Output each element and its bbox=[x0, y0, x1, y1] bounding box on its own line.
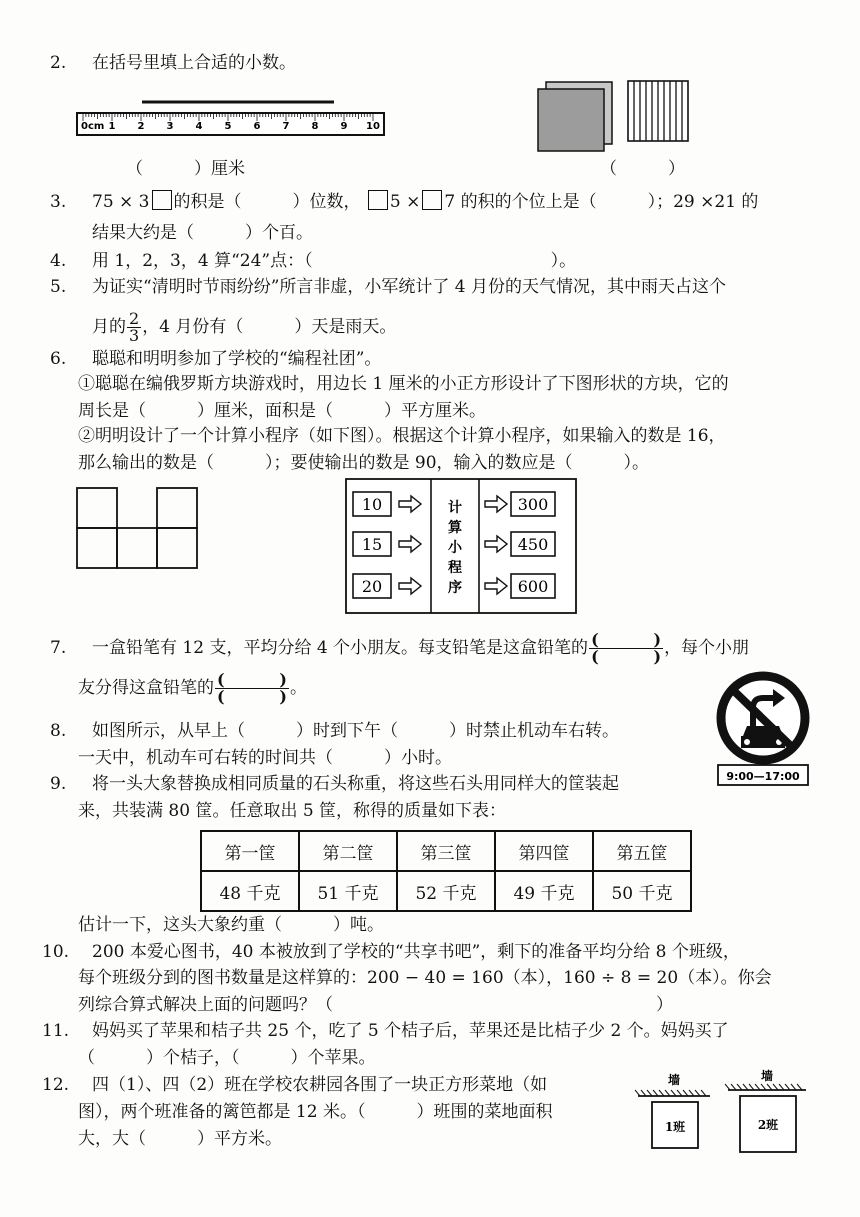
wall-label: 墙 bbox=[667, 1073, 681, 1087]
question-number: 6. bbox=[50, 349, 67, 369]
table-cell: 49 千克 bbox=[495, 871, 593, 911]
program-label-char: 序 bbox=[448, 580, 462, 596]
ruler-tick-label: 4 bbox=[195, 121, 203, 132]
question-number: 2. bbox=[50, 53, 67, 73]
table-row bbox=[201, 871, 691, 911]
worksheet-page: 2. 在括号里填上合适的小数。 0cm 1 2 3 4 5 6 7 8 9 10 （ ）厘米 （ ） 3. 75 × 3 的积是（ ）位数， 5 × 7 的积的个位上是（ ）；29 ×21 的 结果大约是（ ）个百。 4. 用 1，2，3，4 算“24”点：（ ）。 5. 为证实“清明时节雨纷纷”所言非虚，小军统计了 4 月份的天气情况，其中雨天占这个 月的 $\frac{2}{3}$ ，4 月份有（ ）天是雨天。 6. 聪聪和明明参加了学校的“编程社团”。 ①聪聪在编俄罗斯方块游戏时，用边长 1 厘米的小正方形设计了下图形状的方块，它的 周长是（ ）厘米，面积是（ ）平方厘米。 ②明明设计了一个计算小程序（如下图）。根据这个计算小程序，如果输入的数是 16， 那么输出的数是（ ）；要使输出的数是 90，输入的数应是（ ）。 计 算 小 程 序 10 15 20 300 450 600 7. 一盒铅笔有 12 支，平均分给 4 个小朋友。每支铅笔是这盒铅笔的 ( ) ( ) ，每个小朋 友分得这盒铅笔的 ( ) ( ) 。 9:00—17:00 8. 如图所示，从早上（ ）时到下午（ ）时禁止机动车右转。 一天中，机动车可右转的时间共（ ）小时。 9. 将一头大象替换成相同质量的石头称重，将这些石头用同样大的筐装起 来，共装满 80 筐。任意取出 5 筐，称得的质量如下表： 第一筐 第二筐 第三筐 第四筐 第五筐 48 千克 51 千克 52 千克 49 千克 50 千克 估计一下，这头大象约重（ ）吨。 10. 200 本爱心图书，40 本被放到了学校的“共享书吧”，剩下的准备平均分给 8 个班级， 每个班级分到的图书数量是这样算的：200 − 40 = 160（本），160 ÷ 8 = 20（本）。你会 列综合算式解决上面的问题吗？（ ） 11. 妈妈买了苹果和桔子共 25 个，吃了 5 个桔子后，苹果还是比桔子少 2 个。妈妈买了 （ ）个桔子，（ ）个苹果。 12. 四（1）、四（2）班在学校农耕园各围了一块正方形菜地（如 图），两个班准备的篱笆都是 12 米。（ ）班围的菜地面积 大，大（ ）平方米。 墙 墙 1班 2班 bbox=[0, 0, 860, 1217]
ruler-tick-label: 2 bbox=[137, 121, 145, 132]
sign-time-label: 9:00—17:00 bbox=[726, 770, 800, 783]
question-number: 12. bbox=[42, 1075, 70, 1095]
ruler-tick-label: 8 bbox=[311, 121, 319, 132]
tetris-block-figure bbox=[76, 487, 198, 569]
table-cell: 50 千克 bbox=[593, 871, 691, 911]
answer-blank-grid: （ ） bbox=[600, 159, 685, 179]
striped-square-figure bbox=[627, 80, 689, 142]
fraction-two-thirds: $\frac{2}{3}$ bbox=[129, 309, 140, 345]
program-label-char: 算 bbox=[448, 520, 462, 536]
question-11: 11. 妈妈买了苹果和桔子共 25 个，吃了 5 个桔子后，苹果还是比桔子少 2 个。妈妈买了 bbox=[42, 1021, 729, 1041]
output-value: 450 bbox=[517, 535, 549, 554]
wall-label: 墙 bbox=[760, 1069, 774, 1083]
shaded-square-figure bbox=[536, 80, 614, 152]
fraction-blank: ( ) ( ) bbox=[217, 670, 287, 706]
ruler-figure bbox=[76, 96, 388, 142]
question-12: 12. 四（1）、四（2）班在学校农耕园各围了一块正方形菜地（如 bbox=[42, 1075, 548, 1095]
table-header-cell: 第一筐 bbox=[201, 831, 299, 871]
table-header-cell: 第二筐 bbox=[299, 831, 397, 871]
table-cell: 52 千克 bbox=[397, 871, 495, 911]
question-number: 4. bbox=[50, 251, 67, 271]
table-header-cell: 第三筐 bbox=[397, 831, 495, 871]
question-5: 5. 为证实“清明时节雨纷纷”所言非虚，小军统计了 4 月份的天气情况，其中雨天占这个 bbox=[50, 277, 727, 297]
question-2 bbox=[50, 52, 296, 74]
question-number: 10. bbox=[42, 942, 70, 962]
question-number: 5. bbox=[50, 277, 67, 297]
basket-mass-table bbox=[200, 830, 692, 912]
question-9: 9. 将一头大象替换成相同质量的石头称重，将这些石头用同样大的筐装起 bbox=[50, 774, 619, 794]
class-1-plot-label: 1班 bbox=[664, 1120, 686, 1134]
table-header-cell: 第四筐 bbox=[495, 831, 593, 871]
question-6: 6. 聪聪和明明参加了学校的“编程社团”。 bbox=[50, 349, 382, 369]
no-right-turn-sign bbox=[713, 672, 815, 790]
program-label-char: 小 bbox=[448, 540, 462, 556]
question-3: 3. 75 × 3 的积是（ ）位数， 5 × 7 的积的个位上是（ ）；29 ×21 的 bbox=[50, 192, 759, 212]
question-number: 7. bbox=[50, 638, 67, 658]
program-label-char: 计 bbox=[448, 500, 462, 516]
fraction-blank: ( ) ( ) bbox=[591, 630, 662, 666]
input-value: 10 bbox=[361, 495, 383, 514]
answer-blank-cm: （ ）厘米 bbox=[126, 159, 245, 179]
ruler-tick-label: 1 bbox=[108, 121, 116, 132]
ruler-tick-label: 7 bbox=[282, 121, 290, 132]
table-cell: 48 千克 bbox=[201, 871, 299, 911]
question-number: 9. bbox=[50, 774, 67, 794]
ruler-tick-label: 6 bbox=[253, 121, 261, 132]
blank-box bbox=[368, 190, 388, 210]
question-number: 3. bbox=[50, 192, 67, 212]
output-value: 300 bbox=[517, 495, 549, 514]
program-label bbox=[448, 499, 463, 596]
output-value: 600 bbox=[517, 577, 549, 596]
question-7: 7. 一盒铅笔有 12 支，平均分给 4 个小朋友。每支铅笔是这盒铅笔的 ( ) ( ) ，每个小朋 bbox=[50, 630, 750, 666]
table-header-cell: 第五筐 bbox=[593, 831, 691, 871]
question-5-line2: 月的 $\frac{2}{3}$ ，4 月份有（ ）天是雨天。 bbox=[92, 309, 397, 345]
question-number: 11. bbox=[42, 1021, 70, 1041]
question-10: 10. 200 本爱心图书，40 本被放到了学校的“共享书吧”，剩下的准备平均分给 8 个班级， bbox=[42, 942, 740, 962]
question-text: 在括号里填上合适的小数。 bbox=[92, 53, 296, 73]
program-label-char: 程 bbox=[448, 560, 462, 576]
garden-plots-figure bbox=[632, 1068, 812, 1160]
input-value: 15 bbox=[361, 535, 383, 554]
question-number: 8. bbox=[50, 721, 67, 741]
blank-box bbox=[152, 190, 172, 210]
calculator-program-figure bbox=[345, 478, 577, 614]
ruler-tick-label: 10 bbox=[366, 121, 380, 132]
ruler-tick-label: 9 bbox=[340, 121, 348, 132]
question-4: 4. 用 1，2，3，4 算“24”点：（ ）。 bbox=[50, 251, 577, 271]
class-2-plot-label: 2班 bbox=[757, 1118, 779, 1132]
question-8: 8. 如图所示，从早上（ ）时到下午（ ）时禁止机动车右转。 bbox=[50, 721, 619, 741]
ruler-tick-label: 3 bbox=[166, 121, 174, 132]
question-7-line2: 友分得这盒铅笔的 ( ) ( ) 。 bbox=[78, 670, 307, 706]
table-header-row bbox=[201, 831, 691, 871]
ruler-unit-label: 0cm bbox=[81, 121, 105, 132]
table-cell: 51 千克 bbox=[299, 871, 397, 911]
blank-box bbox=[422, 190, 442, 210]
input-value: 20 bbox=[361, 577, 383, 596]
ruler-tick-label: 5 bbox=[224, 121, 232, 132]
